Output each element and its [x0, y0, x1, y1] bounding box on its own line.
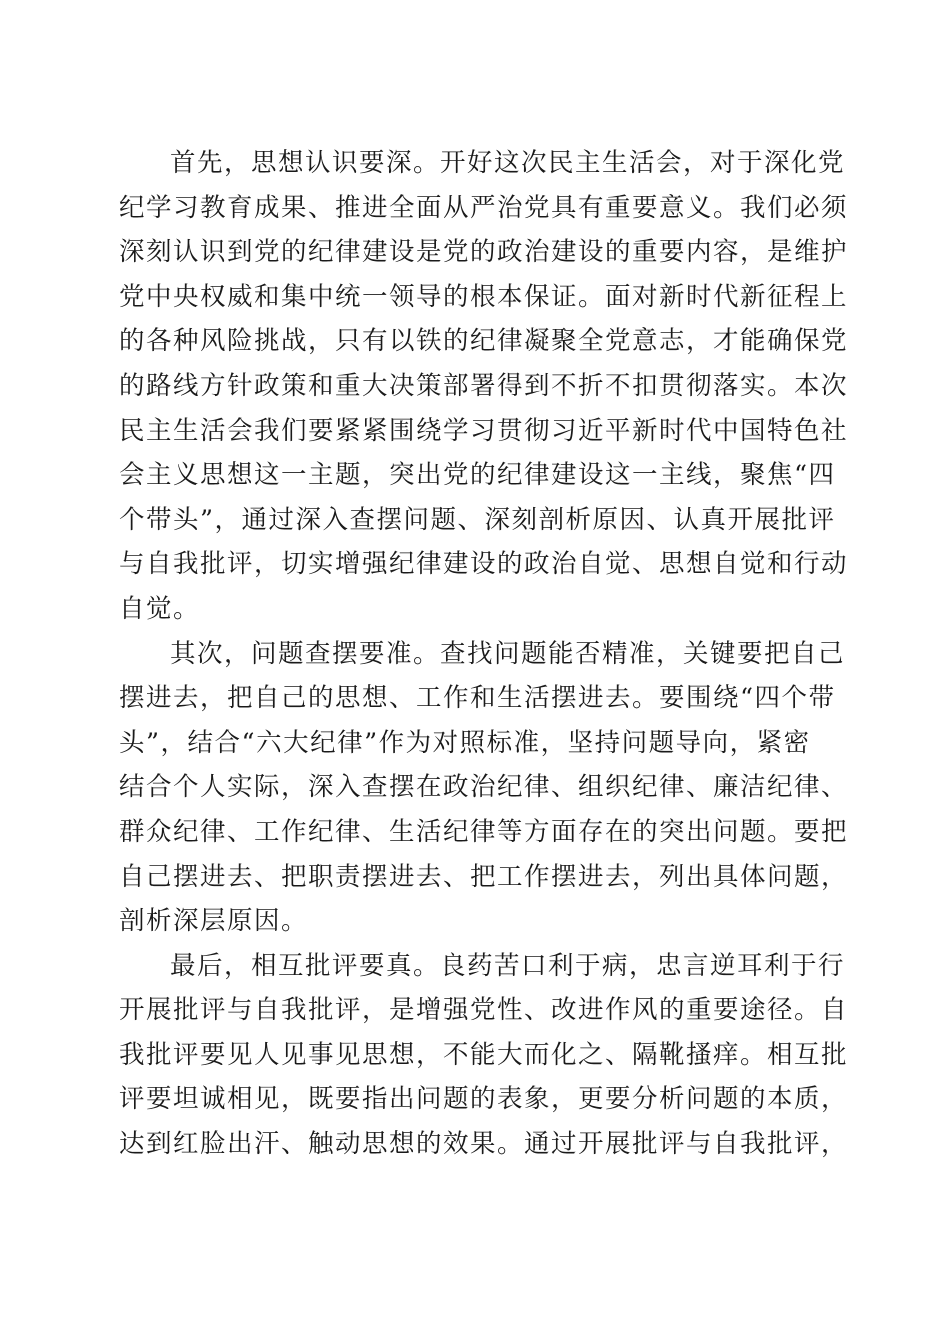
text-line: 的各种风险挑战，只有以铁的纪律凝聚全党意志，才能确保党 — [119, 326, 849, 357]
text-line: 自己摆进去、把职责摆进去、把工作摆进去，列出具体问题， — [119, 861, 849, 892]
text-line: 纪学习教育成果、推进全面从严治党具有重要意义。我们必须 — [119, 192, 849, 223]
text-line: 我批评要见人见事见思想，不能大而化之、隔靴搔痒。相互批 — [119, 1039, 849, 1070]
paragraph-3 — [119, 944, 849, 1167]
text-line: 摆进去，把自己的思想、工作和生活摆进去。要围绕“四个带 — [119, 683, 836, 714]
text-line: 自觉。 — [119, 593, 201, 624]
text-line: 群众纪律、工作纪律、生活纪律等方面存在的突出问题。要把 — [119, 816, 849, 847]
text-line: 其次，问题查摆要准。查找问题能否精准，关键要把自己 — [170, 638, 846, 669]
body-text — [119, 141, 849, 1167]
paragraph-2 — [119, 632, 849, 944]
text-line: 深刻认识到党的纪律建设是党的政治建设的重要内容，是维护 — [119, 237, 849, 268]
text-line: 党中央权威和集中统一领导的根本保证。面对新时代新征程上 — [119, 281, 849, 312]
text-line: 与自我批评，切实增强纪律建设的政治自觉、思想自觉和行动 — [119, 549, 849, 580]
text-line: 评要坦诚相见，既要指出问题的表象，更要分析问题的本质， — [119, 1084, 849, 1115]
text-line: 达到红脸出汗、触动思想的效果。通过开展批评与自我批评， — [119, 1129, 849, 1160]
text-line: 最后，相互批评要真。良药苦口利于病，忠言逆耳利于行 — [170, 950, 846, 981]
text-line: 个带头”，通过深入查摆问题、深刻剖析原因、认真开展批评 — [119, 504, 836, 535]
text-line: 的路线方针政策和重大决策部署得到不折不扣贯彻落实。本次 — [119, 370, 849, 401]
text-line: 民主生活会我们要紧紧围绕学习贯彻习近平新时代中国特色社 — [119, 415, 849, 446]
text-line: 首先，思想认识要深。开好这次民主生活会，对于深化党 — [170, 148, 846, 178]
text-line: 剖析深层原因。 — [119, 906, 309, 937]
text-line: 结合个人实际，深入查摆在政治纪律、组织纪律、廉洁纪律、 — [119, 772, 849, 803]
text-line: 开展批评与自我批评，是增强党性、改进作风的重要途径。自 — [119, 995, 849, 1026]
text-line: 会主义思想这一主题，突出党的纪律建设这一主线，聚焦“四 — [119, 460, 836, 491]
paragraph-1 — [119, 141, 849, 632]
text-line: 头”，结合“六大纪律”作为对照标准，坚持问题导向，紧密 — [119, 727, 811, 758]
